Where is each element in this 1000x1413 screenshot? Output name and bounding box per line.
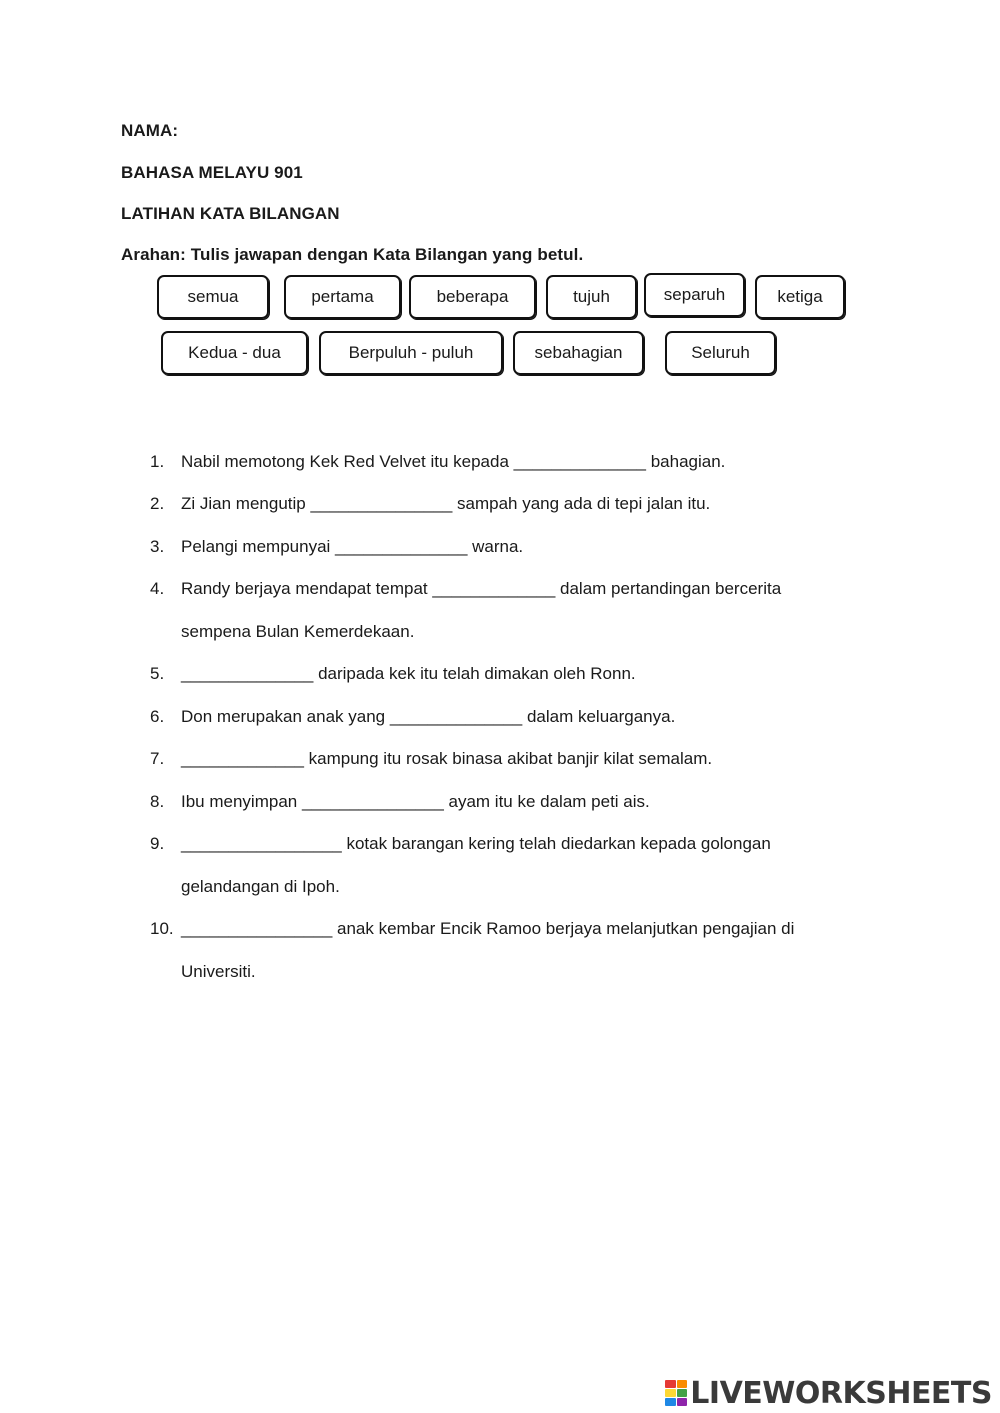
question-text: _________________ kotak barangan kering telah diedarkan kepada golongan — [181, 834, 771, 853]
logo-cell — [665, 1389, 676, 1397]
question-number: 4. — [150, 579, 165, 598]
question-number: 7. — [150, 749, 165, 768]
logo-cell — [665, 1380, 676, 1388]
question-number: 6. — [150, 707, 165, 726]
word-box: Berpuluh - puluh — [319, 331, 503, 375]
logo-cell — [665, 1398, 676, 1406]
logo-cell — [677, 1380, 688, 1388]
header-nama: NAMA: — [121, 121, 179, 140]
header-subject: BAHASA MELAYU 901 — [121, 163, 303, 182]
question-text: ______________ daripada kek itu telah dimakan oleh Ronn. — [181, 664, 636, 683]
question-number: 1. — [150, 452, 165, 471]
logo-cell — [677, 1398, 688, 1406]
question-text: _____________ kampung itu rosak binasa akibat banjir kilat semalam. — [181, 749, 713, 768]
question-text: Randy berjaya mendapat tempat _____________ dalam pertandingan bercerita — [181, 579, 782, 598]
question-text: Nabil memotong Kek Red Velvet itu kepada ______________ bahagian. — [181, 452, 726, 471]
word-box: semua — [157, 275, 269, 319]
question-text: Ibu menyimpan _______________ ayam itu ke dalam peti ais. — [181, 792, 650, 811]
word-box: Kedua - dua — [161, 331, 308, 375]
question-text-continued: Universiti. — [181, 962, 256, 981]
word-box: Seluruh — [665, 331, 776, 375]
logo-cell — [677, 1389, 688, 1397]
question-text-continued: sempena Bulan Kemerdekaan. — [181, 622, 415, 641]
question-number: 2. — [150, 494, 165, 513]
question-number: 8. — [150, 792, 165, 811]
word-box: pertama — [284, 275, 401, 319]
question-number: 5. — [150, 664, 165, 683]
liveworksheets-logo — [665, 1375, 992, 1411]
question-text-continued: gelandangan di Ipoh. — [181, 877, 340, 896]
question-text: Zi Jian mengutip _______________ sampah yang ada di tepi jalan itu. — [181, 494, 711, 513]
question-text: Pelangi mempunyai ______________ warna. — [181, 537, 524, 556]
question-number: 9. — [150, 834, 165, 853]
question-text: Don merupakan anak yang ______________ dalam keluarganya. — [181, 707, 676, 726]
question-number: 10. — [150, 919, 174, 938]
instruction: Arahan: Tulis jawapan dengan Kata Bilangan yang betul. — [121, 245, 584, 264]
word-box: tujuh — [546, 275, 637, 319]
word-box: separuh — [644, 273, 745, 317]
logo-grid-icon — [665, 1380, 687, 1406]
word-box: sebahagian — [513, 331, 644, 375]
word-box: beberapa — [409, 275, 536, 319]
header-topic: LATIHAN KATA BILANGAN — [121, 204, 340, 223]
question-number: 3. — [150, 537, 165, 556]
logo-text: LIVEWORKSHEETS — [690, 1375, 992, 1411]
question-text: ________________ anak kembar Encik Ramoo berjaya melanjutkan pengajian di — [181, 919, 795, 938]
word-box: ketiga — [755, 275, 845, 319]
